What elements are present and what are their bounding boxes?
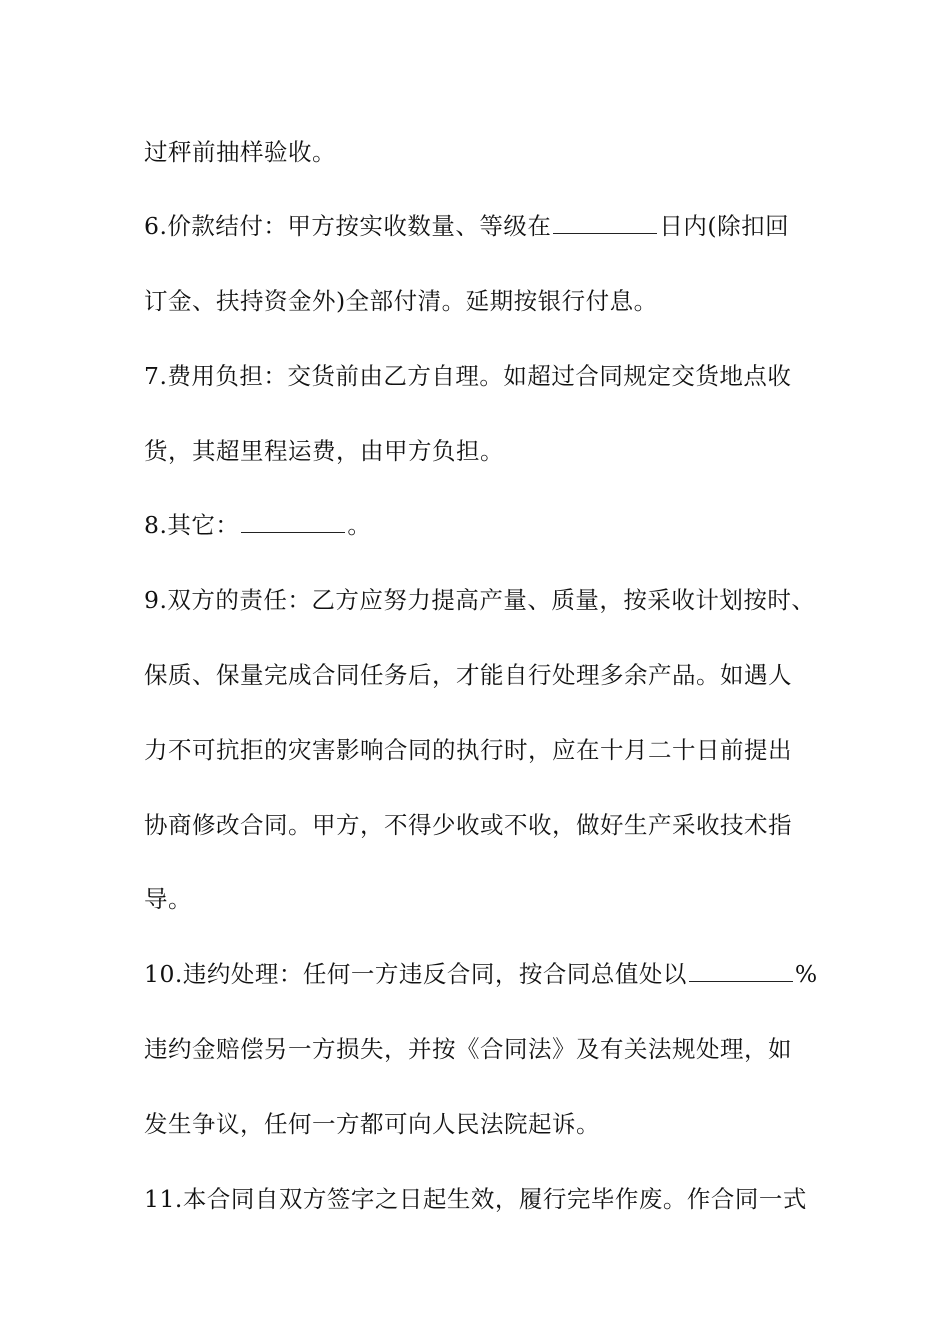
text-segment: 。: [347, 511, 372, 539]
text-line: 过秤前抽样验收。: [144, 138, 336, 166]
text-segment: %: [794, 960, 818, 988]
text-line: 违约金赔偿另一方损失，并按《合同法》及有关法规处理，如: [144, 1035, 792, 1063]
fill-in-blank: [553, 209, 657, 234]
clause-7-costs: 7.费用负担：交货前由乙方自理。如超过合同规定交货地点收: [144, 362, 792, 390]
fill-in-blank: [689, 957, 793, 982]
text-line: 力不可抗拒的灾害影响合同的执行时，应在十月二十日前提出: [144, 736, 792, 764]
text-line: 协商修改合同。甲方，不得少收或不收，做好生产采收技术指: [144, 811, 792, 839]
clause-11-effectiveness: 11.本合同自双方签字之日起生效，履行完毕作废。作合同一式: [144, 1185, 807, 1213]
text-line: 货，其超里程运费，由甲方负担。: [144, 437, 504, 465]
fill-in-blank: [241, 508, 345, 533]
clause-9-responsibilities: 9.双方的责任：乙方应努力提高产量、质量，按采收计划按时、: [144, 586, 816, 614]
text-segment: 日内(除扣回: [659, 212, 790, 240]
text-line: 导。: [144, 885, 192, 913]
text-line: 订金、扶持资金外)全部付清。延期按银行付息。: [144, 287, 658, 315]
text-segment: 10.违约处理：任何一方违反合同，按合同总值处以: [144, 960, 687, 988]
text-segment: 8.其它：: [144, 511, 240, 539]
text-segment: 6.价款结付：甲方按实收数量、等级在: [144, 212, 552, 240]
text-line: 保质、保量完成合同任务后，才能自行处理多余产品。如遇人: [144, 661, 792, 689]
text-line: 发生争议，任何一方都可向人民法院起诉。: [144, 1110, 600, 1138]
clause-8-other: [144, 505, 371, 545]
clause-6-payment: [144, 206, 789, 246]
clause-10-breach: [144, 954, 818, 994]
